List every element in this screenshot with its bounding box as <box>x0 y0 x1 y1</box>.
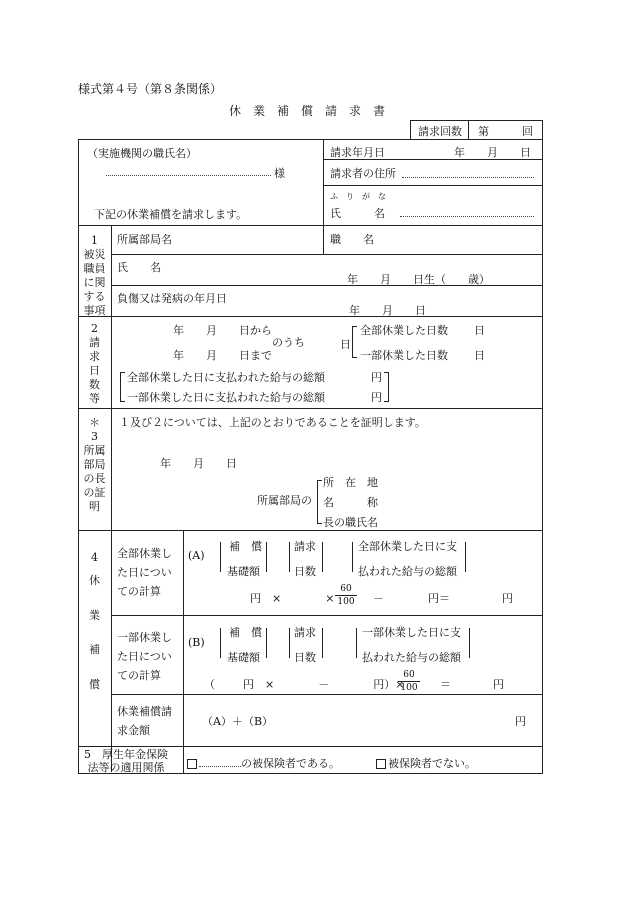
kiso-label-a: 基礎額 <box>227 565 260 578</box>
insured-option[interactable] <box>187 755 340 771</box>
insured-checkbox[interactable] <box>187 759 197 769</box>
hosho-label-a: 補 償 <box>229 540 262 553</box>
section1-label: 1 被災 職員 に関 する 事項 <box>83 234 106 317</box>
partial-pay-yen: 円 <box>371 391 382 404</box>
kiso-label-b: 基礎額 <box>227 651 260 664</box>
partial-pay-label: 一部休業した日に支払われた給与の総額 <box>127 391 325 404</box>
formula-b-open: （ <box>204 678 215 691</box>
form-number: 様式第４号（第８条関係） <box>78 82 223 96</box>
org-name-label: 名 称 <box>323 496 378 509</box>
days-brace <box>352 326 357 358</box>
partial-days-unit: 日 <box>474 349 485 362</box>
period-from[interactable]: 年 月 日から <box>173 324 272 337</box>
not-insured-checkbox[interactable] <box>376 759 386 769</box>
section5-label: 5 厚生年金保険 法等の適用関係 <box>84 748 168 774</box>
formula-a-rest: － 円＝ <box>373 592 450 605</box>
certification-date[interactable]: 年 月 日 <box>160 457 237 470</box>
part-pay2-b: 払われた給与の総額 <box>362 651 461 664</box>
injury-date-value[interactable]: 年 月 日 <box>349 304 426 317</box>
full-pay1-a: 全部休業した日に支 <box>358 540 457 553</box>
total-amount-label: 休業補償請 求金額 <box>117 705 172 737</box>
eq-b: ＝ <box>440 678 451 691</box>
seikyu-label-a: 請求 <box>294 540 316 553</box>
fraction-num-a: 60 <box>335 584 357 596</box>
injury-date-label: 負傷又は発病の年月日 <box>117 292 227 305</box>
furigana-label: ふ り が な <box>330 192 386 201</box>
sama-label: 様 <box>274 167 285 180</box>
pay-brace-left <box>120 372 125 402</box>
label-a: (A) <box>188 549 205 562</box>
fraction-den-b: 100 <box>400 683 418 693</box>
request-statement: 下記の休業補償を請求します。 <box>94 208 248 221</box>
certification-text: １及び２については、上記のとおりであることを証明します。 <box>119 416 426 429</box>
dept-head-label: 所属部局の <box>257 494 312 507</box>
period-to[interactable]: 年 月 日まで <box>173 349 272 362</box>
request-date-value[interactable]: 年 月 日 <box>454 146 531 159</box>
claimant-name-field[interactable] <box>400 216 534 217</box>
full-calc-label: 全部休業し た日につい ての計算 <box>117 547 172 598</box>
insured-label: の被保険者である。 <box>241 757 340 770</box>
employee-name-label: 氏 名 <box>117 261 161 274</box>
yen-b: 円 <box>493 678 504 691</box>
day-label: 日 <box>340 338 351 351</box>
of-which-label: のうち <box>272 336 305 349</box>
formula-b: 円 × － 円）× <box>243 678 405 691</box>
hosho-label-b: 補 償 <box>229 626 262 639</box>
dept-head-brace <box>317 480 322 524</box>
job-label: 職 名 <box>330 233 374 246</box>
birth-date[interactable]: 年 月 日生（ 歳） <box>347 273 490 286</box>
full-pay2-a: 払われた給与の総額 <box>358 565 457 578</box>
part-pay1-b: 一部休業した日に支 <box>362 626 461 639</box>
partial-days-label: 一部休業した日数 <box>360 349 448 362</box>
fraction-den-a: 100 <box>337 597 355 607</box>
seikyu-label-b: 請求 <box>294 626 316 639</box>
address-label: 請求者の住所 <box>330 167 396 180</box>
label-b: (B) <box>188 636 205 649</box>
claimant-name-label: 氏 名 <box>330 207 385 220</box>
head-name-label: 長の職氏名 <box>323 516 378 529</box>
full-pay-yen: 円 <box>371 371 382 384</box>
total-formula: （A）＋（B） <box>202 715 274 728</box>
nissu-label-a: 日数 <box>294 565 316 578</box>
location-label: 所 在 地 <box>323 476 378 489</box>
fraction-num-b: 60 <box>398 670 420 682</box>
section4-label: 4 休 業 補 償 <box>89 551 100 691</box>
nissu-label-b: 日数 <box>294 651 316 664</box>
institution-field[interactable] <box>106 175 271 176</box>
address-field[interactable] <box>402 177 534 178</box>
request-date-label: 請求年月日 <box>330 146 385 159</box>
form-title: 休 業 補 償 請 求 書 <box>229 104 386 118</box>
request-count-value[interactable]: 第 回 <box>478 125 533 138</box>
formula-a: 円 × × <box>250 592 335 605</box>
partial-calc-label: 一部休業し た日につい ての計算 <box>117 631 172 682</box>
section3-label: ＊ 3 所属 部局 の長 の証 明 <box>83 416 106 513</box>
request-count-label: 請求回数 <box>418 125 462 138</box>
full-days-unit: 日 <box>474 324 485 337</box>
not-insured-option[interactable] <box>376 755 476 771</box>
institution-label: （実施機関の職氏名） <box>87 147 197 160</box>
full-pay-label: 全部休業した日に支払われた給与の総額 <box>127 371 325 384</box>
not-insured-label: 被保険者でない。 <box>388 757 476 770</box>
section2-label: 2 請 求 日 数 等 <box>89 322 100 405</box>
department-label: 所属部局名 <box>117 233 172 246</box>
total-yen: 円 <box>515 715 526 728</box>
yen-a: 円 <box>502 592 513 605</box>
full-days-label: 全部休業した日数 <box>360 324 448 337</box>
pay-brace-right <box>384 372 389 402</box>
insurance-type-field[interactable] <box>199 766 241 767</box>
